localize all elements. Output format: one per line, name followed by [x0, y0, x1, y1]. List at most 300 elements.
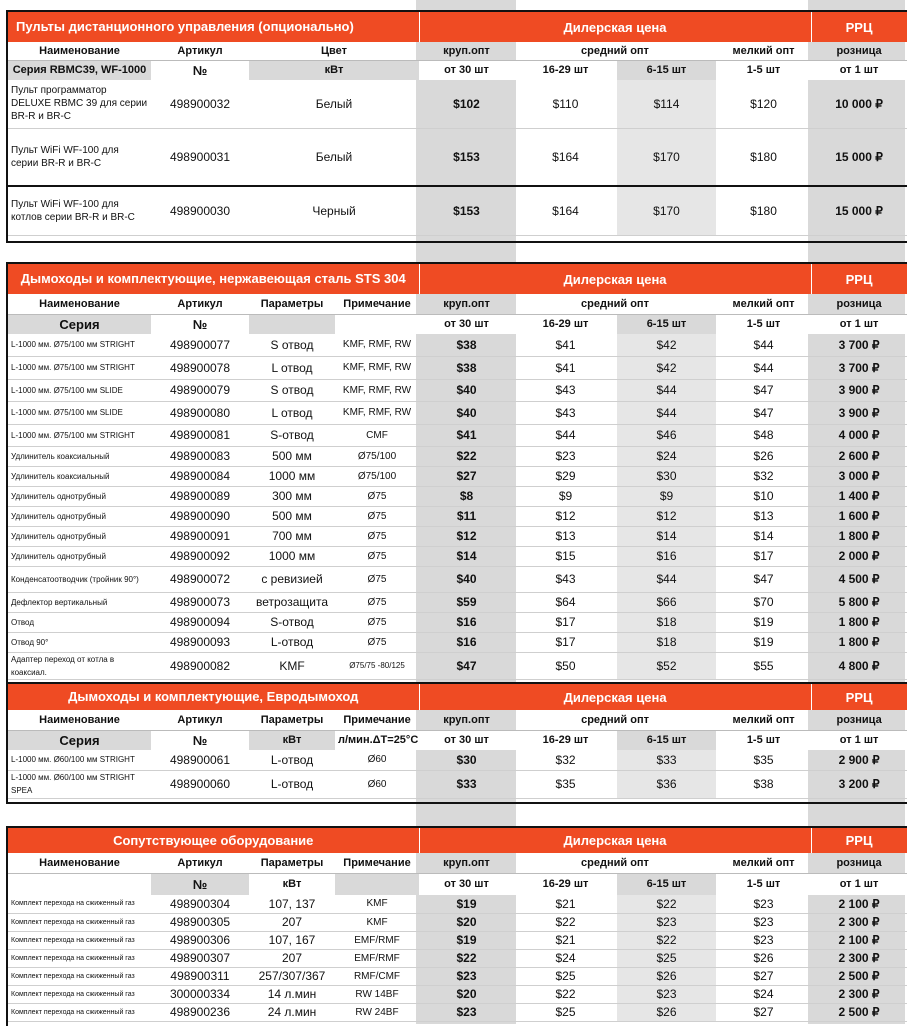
row-medium1: $12 [514, 506, 617, 526]
row-article: 498900080 [151, 401, 249, 424]
row-param: 500 мм [249, 506, 335, 526]
row-medium1: $24 [514, 949, 617, 967]
row-param: S отвод [249, 334, 335, 356]
row-small: $26 [716, 446, 811, 466]
sub-qty-30: от 30 шт [419, 730, 514, 750]
sub-qty-6-15: 6-15 шт [617, 873, 716, 895]
row-name: Комплект перехода на сжиженный газ [8, 931, 151, 949]
table-row [8, 652, 907, 679]
row-retail: 3 000 ₽ [811, 466, 907, 486]
sub-number: № [151, 60, 249, 80]
section-title: Дымоходы и комплектующие, нержавеющая сталь STS 304 [8, 264, 419, 294]
row-wholesale: $20 [419, 985, 514, 1003]
row-retail: 4 800 ₽ [811, 652, 907, 679]
row-retail: 4 500 ₽ [811, 566, 907, 592]
row-medium2: $170 [617, 128, 716, 186]
row-note: KMF [335, 895, 419, 913]
row-small: $23 [716, 895, 811, 913]
sub-flow: л/мин.ΔT=25°C [335, 730, 419, 750]
col-name: Наименование [8, 710, 151, 730]
row-param: 24 л.мин [249, 1003, 335, 1021]
row-small: $23 [716, 913, 811, 931]
col-retail: розница [811, 42, 907, 60]
row-medium2: $23 [617, 985, 716, 1003]
row-wholesale: $153 [419, 186, 514, 235]
row-wholesale: $27 [419, 466, 514, 486]
row-param: 700 мм [249, 526, 335, 546]
sub-qty-1: от 1 шт [811, 730, 907, 750]
table-row [8, 913, 907, 931]
table-row [8, 566, 907, 592]
rows-sts304 [8, 334, 907, 679]
row-medium2: $46 [617, 424, 716, 446]
row-article: 498900073 [151, 592, 249, 612]
col-article: Артикул [151, 294, 249, 314]
col-article: Артикул [151, 853, 249, 873]
row-name: L-1000 мм. Ø60/100 мм STRIGHT [8, 750, 151, 770]
row-medium1: $21 [514, 931, 617, 949]
row-param: KMF [249, 652, 335, 679]
col-retail: розница [811, 710, 907, 730]
row-article: 498900030 [151, 186, 249, 235]
section-title: Дымоходы и комплектующие, Евродымоход [8, 684, 419, 710]
row-param: с ревизией [249, 566, 335, 592]
row-name: L-1000 мм. Ø75/100 мм STRIGHT [8, 334, 151, 356]
table-row [8, 506, 907, 526]
row-medium2: $52 [617, 652, 716, 679]
row-article: 498900083 [151, 446, 249, 466]
row-note: Ø75 [335, 566, 419, 592]
sub-qty-1: от 1 шт [811, 873, 907, 895]
row-wholesale: $59 [419, 592, 514, 612]
row-article: 498900311 [151, 967, 249, 985]
table-row [8, 632, 907, 652]
table-row [8, 424, 907, 446]
dealer-price-header: Дилерская цена [419, 12, 811, 42]
row-param: S-отвод [249, 612, 335, 632]
row-note: Ø75/75 -80/125 [335, 652, 419, 679]
row-medium1: $32 [514, 750, 617, 770]
row-param: L-отвод [249, 770, 335, 798]
sub-number: № [151, 314, 249, 334]
table-row [8, 446, 907, 466]
row-article: 498900072 [151, 566, 249, 592]
table-row [8, 770, 907, 798]
sub-qty-30: от 30 шт [419, 314, 514, 334]
row-retail: 2 900 ₽ [811, 750, 907, 770]
row-note: Ø60 [335, 750, 419, 770]
row-medium1: $44 [514, 424, 617, 446]
row-name: Адаптер переход от котла в коаксиал. [8, 652, 151, 679]
row-medium1: $35 [514, 770, 617, 798]
row-name: Комплект перехода на сжиженный газ [8, 913, 151, 931]
row-medium1: $23 [514, 446, 617, 466]
row-note: KMF, RMF, RW [335, 379, 419, 401]
sub-kw: кВт [249, 873, 335, 895]
row-retail: 1 400 ₽ [811, 486, 907, 506]
section-remotes [6, 10, 907, 243]
row-medium2: $22 [617, 931, 716, 949]
row-note: Ø75 [335, 612, 419, 632]
row-article: 498900077 [151, 334, 249, 356]
col-medium: средний опт [514, 853, 716, 873]
row-retail: 1 600 ₽ [811, 506, 907, 526]
row-small: $27 [716, 1003, 811, 1021]
row-retail: 3 700 ₽ [811, 334, 907, 356]
row-note: KMF, RMF, RW [335, 356, 419, 379]
row-param: 14 л.мин [249, 985, 335, 1003]
sub-qty-6-15: 6-15 шт [617, 60, 716, 80]
row-retail: 4 000 ₽ [811, 424, 907, 446]
row-medium1: $17 [514, 612, 617, 632]
row-name: Удлинитель однотрубный [8, 526, 151, 546]
rrc-header: РРЦ [811, 828, 907, 853]
table-row [8, 356, 907, 379]
row-param: L-отвод [249, 632, 335, 652]
row-name: Удлинитель коаксиальный [8, 446, 151, 466]
row-article: 498900078 [151, 356, 249, 379]
row-note: Ø75 [335, 526, 419, 546]
row-wholesale: $11 [419, 506, 514, 526]
row-note: EMF/RMF [335, 931, 419, 949]
row-name: Отвод 90° [8, 632, 151, 652]
row-medium2: $36 [617, 770, 716, 798]
row-retail: 2 500 ₽ [811, 1003, 907, 1021]
col-wholesale: круп.опт [419, 294, 514, 314]
sub-empty [8, 873, 151, 895]
col-small: мелкий опт [716, 710, 811, 730]
row-medium2: $33 [617, 750, 716, 770]
row-medium1: $164 [514, 128, 617, 186]
row-medium2: $26 [617, 1003, 716, 1021]
sub-qty-6-15: 6-15 шт [617, 730, 716, 750]
sub-qty-16-29: 16-29 шт [514, 60, 617, 80]
row-name: L-1000 мм. Ø60/100 мм STRIGHT SPEA [8, 770, 151, 798]
row-note: Ø75 [335, 592, 419, 612]
sub-qty-1-5: 1-5 шт [716, 60, 811, 80]
row-note: KMF [335, 913, 419, 931]
row-medium2: $44 [617, 401, 716, 424]
sub-series: Серия [8, 730, 151, 750]
row-wholesale: $23 [419, 967, 514, 985]
row-medium2: $44 [617, 379, 716, 401]
rows-accessories [8, 895, 907, 1021]
table-row [8, 612, 907, 632]
row-small: $10 [716, 486, 811, 506]
sub-series: Серия RBMC39, WF-1000 [8, 60, 151, 80]
sub-empty [335, 873, 419, 895]
row-param: 1000 мм [249, 546, 335, 566]
row-retail: 1 800 ₽ [811, 612, 907, 632]
table-row [8, 931, 907, 949]
row-note: Ø60 [335, 770, 419, 798]
row-medium2: $114 [617, 80, 716, 128]
row-param: 207 [249, 949, 335, 967]
row-small: $180 [716, 128, 811, 186]
row-medium2: $42 [617, 334, 716, 356]
row-note: Ø75/100 [335, 446, 419, 466]
col-medium: средний опт [514, 710, 716, 730]
row-wholesale: $153 [419, 128, 514, 186]
row-article: 498900060 [151, 770, 249, 798]
row-wholesale: $16 [419, 632, 514, 652]
col-params: Параметры [249, 710, 335, 730]
row-small: $120 [716, 80, 811, 128]
col-article: Артикул [151, 42, 249, 60]
rrc-header: РРЦ [811, 264, 907, 294]
row-param: 257/307/367 [249, 967, 335, 985]
row-medium2: $18 [617, 612, 716, 632]
table-row [8, 379, 907, 401]
row-name: Отвод [8, 612, 151, 632]
row-medium2: $12 [617, 506, 716, 526]
row-note: Ø75 [335, 632, 419, 652]
section-chimney-euro [6, 682, 907, 804]
section-title: Сопутствующее оборудование [8, 828, 419, 853]
row-article: 498900304 [151, 895, 249, 913]
row-param: 500 мм [249, 446, 335, 466]
row-wholesale: $38 [419, 334, 514, 356]
section-chimney-sts304 [6, 262, 907, 682]
col-wholesale: круп.опт [419, 853, 514, 873]
row-medium1: $15 [514, 546, 617, 566]
row-wholesale: $47 [419, 652, 514, 679]
row-small: $27 [716, 967, 811, 985]
row-wholesale: $19 [419, 931, 514, 949]
row-name: Пульт WiFi WF-100 для серии BR-R и BR-C [8, 128, 151, 186]
row-medium1: $41 [514, 334, 617, 356]
row-small: $23 [716, 931, 811, 949]
row-medium1: $17 [514, 632, 617, 652]
col-small: мелкий опт [716, 42, 811, 60]
sub-qty-1: от 1 шт [811, 60, 907, 80]
table-row [8, 592, 907, 612]
row-small: $35 [716, 750, 811, 770]
row-small: $13 [716, 506, 811, 526]
row-article: 300000334 [151, 985, 249, 1003]
table-row [8, 546, 907, 566]
table-row [8, 80, 907, 128]
row-name: Удлинитель коаксиальный [8, 466, 151, 486]
row-retail: 10 000 ₽ [811, 80, 907, 128]
col-params: Параметры [249, 853, 335, 873]
row-medium2: $44 [617, 566, 716, 592]
dealer-price-header: Дилерская цена [419, 828, 811, 853]
col-params: Параметры [249, 294, 335, 314]
col-name: Наименование [8, 42, 151, 60]
row-name: Комплект перехода на сжиженный газ [8, 967, 151, 985]
row-param: 1000 мм [249, 466, 335, 486]
row-medium1: $25 [514, 967, 617, 985]
sub-kw: кВт [249, 730, 335, 750]
row-name: Комплект перехода на сжиженный газ [8, 895, 151, 913]
row-wholesale: $16 [419, 612, 514, 632]
col-small: мелкий опт [716, 294, 811, 314]
row-medium2: $25 [617, 949, 716, 967]
row-small: $24 [716, 985, 811, 1003]
row-medium2: $23 [617, 913, 716, 931]
col-name: Наименование [8, 294, 151, 314]
row-medium1: $110 [514, 80, 617, 128]
row-name: Удлинитель однотрубный [8, 506, 151, 526]
row-article: 498900031 [151, 128, 249, 186]
row-retail: 2 100 ₽ [811, 931, 907, 949]
row-wholesale: $8 [419, 486, 514, 506]
row-wholesale: $40 [419, 379, 514, 401]
col-small: мелкий опт [716, 853, 811, 873]
row-retail: 2 000 ₽ [811, 546, 907, 566]
row-medium1: $9 [514, 486, 617, 506]
row-param: 300 мм [249, 486, 335, 506]
row-name: Комплект перехода на сжиженный газ [8, 949, 151, 967]
sub-number: № [151, 730, 249, 750]
sub-qty-16-29: 16-29 шт [514, 730, 617, 750]
row-param: 107, 137 [249, 895, 335, 913]
row-name: Удлинитель однотрубный [8, 546, 151, 566]
table-row [8, 526, 907, 546]
row-small: $19 [716, 632, 811, 652]
table-row [8, 334, 907, 356]
row-article: 498900091 [151, 526, 249, 546]
sub-qty-1-5: 1-5 шт [716, 730, 811, 750]
row-wholesale: $40 [419, 566, 514, 592]
row-article: 498900090 [151, 506, 249, 526]
row-article: 498900089 [151, 486, 249, 506]
row-retail: 5 800 ₽ [811, 592, 907, 612]
row-param: ветрозащита [249, 592, 335, 612]
row-wholesale: $12 [419, 526, 514, 546]
row-name: Пульт WiFi WF-100 для котлов серии BR-R и BR-C [8, 186, 151, 235]
row-medium1: $22 [514, 913, 617, 931]
row-medium1: $50 [514, 652, 617, 679]
col-note: Примечание [335, 710, 419, 730]
row-medium2: $16 [617, 546, 716, 566]
row-medium2: $42 [617, 356, 716, 379]
row-retail: 2 100 ₽ [811, 895, 907, 913]
row-article: 498900092 [151, 546, 249, 566]
row-note: EMF/RMF [335, 949, 419, 967]
col-retail: розница [811, 853, 907, 873]
row-small: $47 [716, 379, 811, 401]
row-medium2: $26 [617, 967, 716, 985]
row-param: Белый [249, 80, 419, 128]
row-small: $14 [716, 526, 811, 546]
sub-qty-30: от 30 шт [419, 873, 514, 895]
row-note: KMF, RMF, RW [335, 401, 419, 424]
dealer-price-header: Дилерская цена [419, 684, 811, 710]
row-medium2: $14 [617, 526, 716, 546]
row-note: RW 24BF [335, 1003, 419, 1021]
row-medium1: $22 [514, 985, 617, 1003]
row-wholesale: $41 [419, 424, 514, 446]
row-medium1: $29 [514, 466, 617, 486]
row-name: Дефлектор вертикальный [8, 592, 151, 612]
row-medium2: $9 [617, 486, 716, 506]
row-small: $38 [716, 770, 811, 798]
sub-qty-1-5: 1-5 шт [716, 873, 811, 895]
row-small: $19 [716, 612, 811, 632]
table-row [8, 186, 907, 235]
rrc-header: РРЦ [811, 684, 907, 710]
sub-qty-1-5: 1-5 шт [716, 314, 811, 334]
row-name: L-1000 мм. Ø75/100 мм SLIDE [8, 379, 151, 401]
row-name: Комплект перехода на сжиженный газ [8, 985, 151, 1003]
row-article: 498900032 [151, 80, 249, 128]
row-medium2: $18 [617, 632, 716, 652]
sub-empty [335, 314, 419, 334]
row-article: 498900305 [151, 913, 249, 931]
table-row [8, 466, 907, 486]
row-article: 498900079 [151, 379, 249, 401]
row-retail: 15 000 ₽ [811, 186, 907, 235]
row-wholesale: $38 [419, 356, 514, 379]
table-row [8, 895, 907, 913]
row-param: L-отвод [249, 750, 335, 770]
sub-qty-1: от 1 шт [811, 314, 907, 334]
row-medium2: $170 [617, 186, 716, 235]
table-row [8, 128, 907, 186]
row-param: S отвод [249, 379, 335, 401]
row-wholesale: $40 [419, 401, 514, 424]
row-small: $17 [716, 546, 811, 566]
row-wholesale: $22 [419, 446, 514, 466]
table-row [8, 1003, 907, 1021]
row-name: Конденсатоотводчик (тройник 90°) [8, 566, 151, 592]
rrc-header: РРЦ [811, 12, 907, 42]
row-small: $55 [716, 652, 811, 679]
row-note: RW 14BF [335, 985, 419, 1003]
row-article: 498900082 [151, 652, 249, 679]
row-retail: 3 900 ₽ [811, 401, 907, 424]
row-wholesale: $30 [419, 750, 514, 770]
row-article: 498900236 [151, 1003, 249, 1021]
col-note: Примечание [335, 853, 419, 873]
row-small: $44 [716, 356, 811, 379]
row-param: 207 [249, 913, 335, 931]
row-wholesale: $23 [419, 1003, 514, 1021]
row-small: $44 [716, 334, 811, 356]
row-note: Ø75 [335, 546, 419, 566]
sub-empty [249, 314, 335, 334]
sub-qty-30: от 30 шт [419, 60, 514, 80]
row-article: 498900306 [151, 931, 249, 949]
row-medium1: $25 [514, 1003, 617, 1021]
row-retail: 1 800 ₽ [811, 526, 907, 546]
row-param: Белый [249, 128, 419, 186]
table-row [8, 401, 907, 424]
table-row [8, 949, 907, 967]
row-small: $32 [716, 466, 811, 486]
section-accessories [6, 826, 907, 1026]
row-article: 498900081 [151, 424, 249, 446]
col-name: Наименование [8, 853, 151, 873]
row-small: $47 [716, 401, 811, 424]
row-retail: 15 000 ₽ [811, 128, 907, 186]
row-name: Пульт программатор DELUXE RBMC 39 для серии BR-R и BR-C [8, 80, 151, 128]
row-name: Комплект перехода на сжиженный газ [8, 1003, 151, 1021]
sub-qty-16-29: 16-29 шт [514, 314, 617, 334]
row-note: CMF [335, 424, 419, 446]
row-article: 498900093 [151, 632, 249, 652]
col-note: Примечание [335, 294, 419, 314]
section-title: Пульты дистанционного управления (опционально) [8, 12, 419, 42]
row-wholesale: $19 [419, 895, 514, 913]
sub-series: Серия [8, 314, 151, 334]
row-wholesale: $22 [419, 949, 514, 967]
row-medium2: $22 [617, 895, 716, 913]
row-param: Черный [249, 186, 419, 235]
row-article: 498900084 [151, 466, 249, 486]
